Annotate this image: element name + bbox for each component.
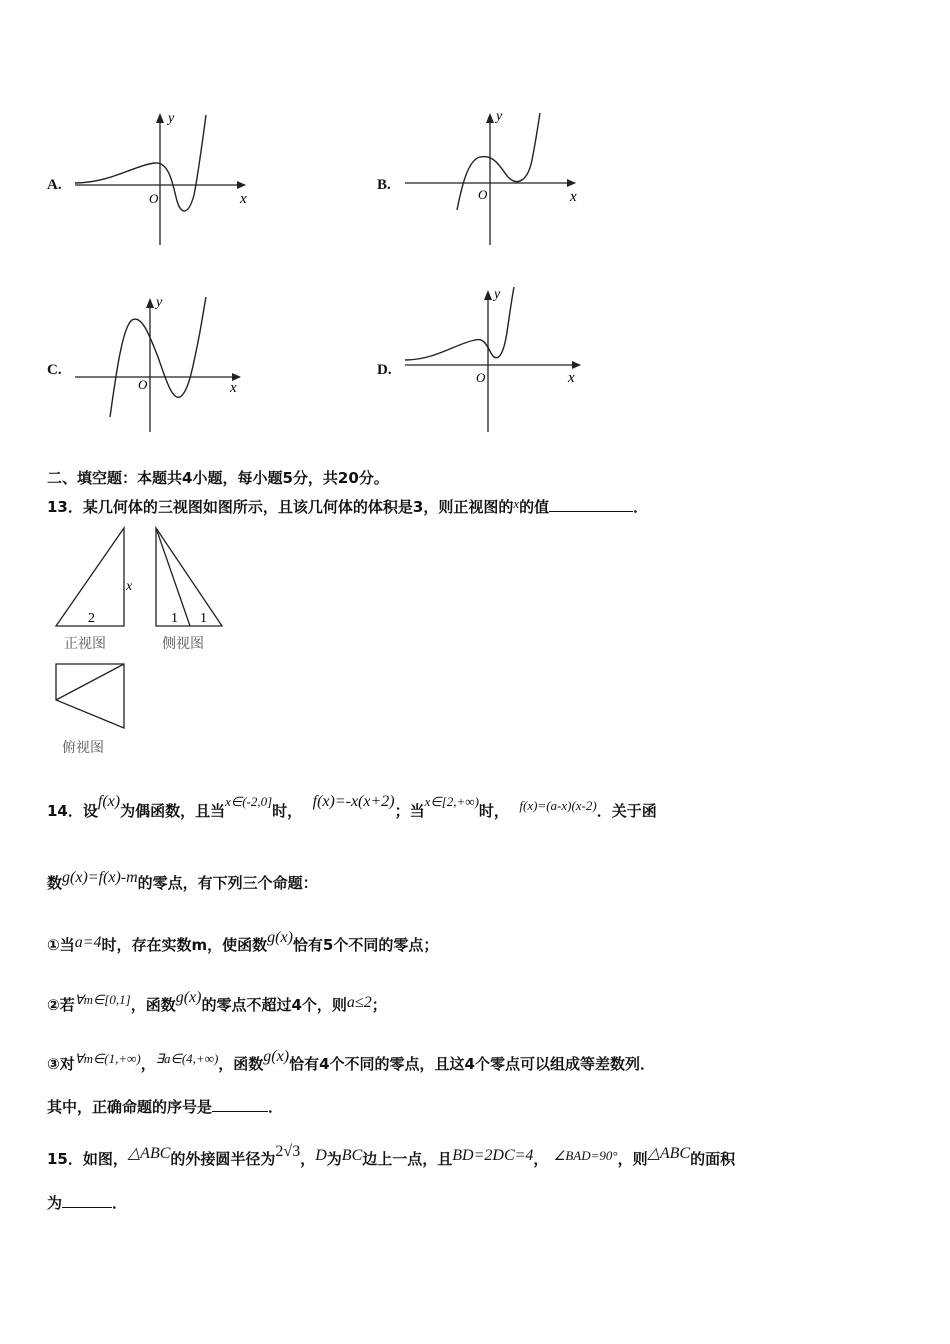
front-base-label: 2 [88, 611, 95, 626]
q14-statement-1: ①当a=4时，存在实数m，使函数g(x)恰有5个不同的零点； [47, 929, 439, 954]
axis-x: x [568, 370, 575, 386]
side-left-label: 1 [171, 611, 178, 626]
option-c-label: C. [47, 362, 62, 378]
q14-statement-3: ③对∀m∈(1,+∞)，∃a∈(4,+∞)，函数g(x)恰有4个不同的零点，且这4个零点可以组成等差数列． [47, 1048, 655, 1073]
section-heading: 二、填空题：本题共4小题，每小题5分，共20分。 [47, 469, 389, 487]
axis-y: y [168, 111, 175, 126]
q14-line1: 14．设f(x)为偶函数，且当x∈(-2,0]时， f(x)=-x(x+2)；当x∈[2,+∞)时， f(x)=(a-x)(x-2)．关于函 [47, 793, 657, 820]
axis-x: x [240, 191, 247, 207]
axis-y: y [494, 287, 501, 302]
top-view-label: 俯视图 [62, 740, 104, 756]
axis-o: O [138, 377, 148, 392]
side-right-label: 1 [200, 611, 207, 626]
q14-answer: 其中，正确命题的序号是 ． [47, 1098, 284, 1116]
q13-text: 13．某几何体的三视图如图所示，且该几何体的体积是3，则正视图的x的值 ． [47, 496, 649, 516]
axis-x: x [230, 380, 237, 396]
axis-o: O [476, 370, 486, 385]
option-d-label: D. [377, 362, 392, 378]
axis-y: y [156, 295, 163, 310]
option-a-label: A. [47, 177, 62, 193]
side-view-label: 侧视图 [162, 636, 204, 652]
axis-y: y [496, 109, 503, 124]
q14-statement-2: ②若∀m∈[0,1]，函数g(x)的零点不超过4个，则a≤2； [47, 989, 387, 1014]
axis-x: x [570, 189, 577, 205]
option-b-label: B. [377, 177, 391, 193]
q14-line2: 数g(x)=f(x)-m的零点，有下列三个命题： [47, 869, 318, 892]
front-side-label: x [126, 579, 133, 594]
graph-d [400, 282, 590, 437]
graph-a [70, 105, 260, 250]
graph-c [70, 292, 260, 437]
q15-line1: 15．如图，△ABC的外接圆半径为2√3，D为BC边上一点，且BD=2DC=4， ∠BAD=90°，则△ABC的面积 [47, 1143, 736, 1168]
axis-o: O [478, 187, 488, 202]
q15-line2: 为 ． [47, 1194, 128, 1212]
graph-b [400, 105, 590, 250]
axis-o: O [149, 191, 159, 206]
front-view-label: 正视图 [64, 636, 106, 652]
